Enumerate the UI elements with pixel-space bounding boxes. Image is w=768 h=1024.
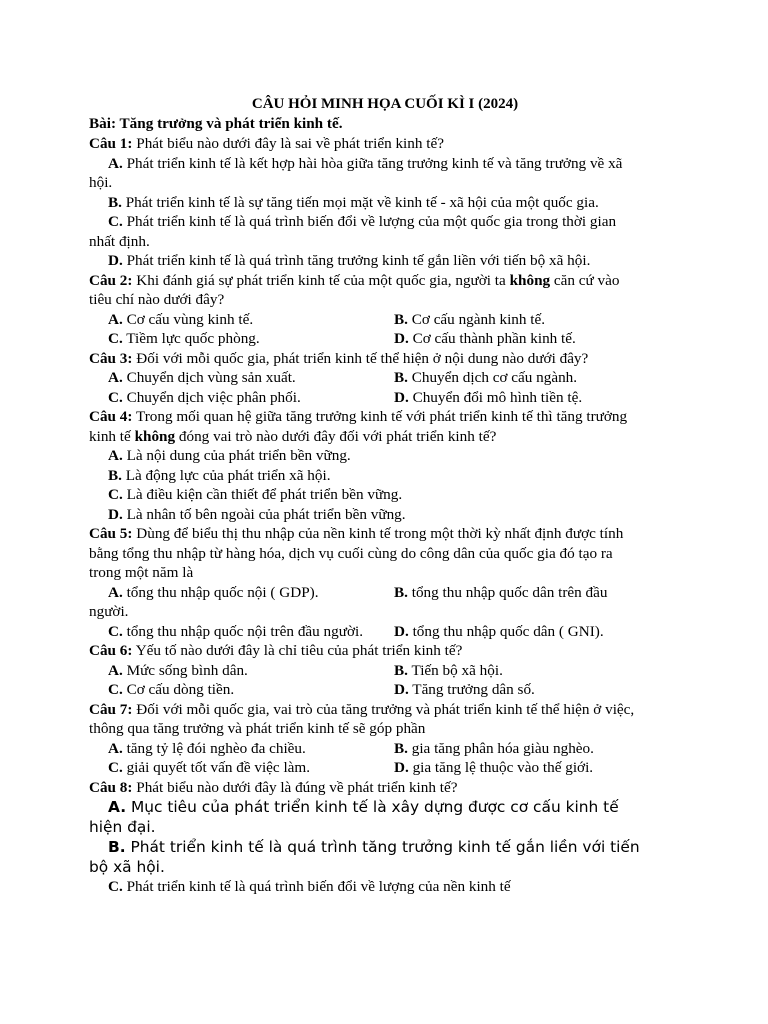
question-7 [89, 700, 681, 778]
option-text: Phát triển kinh tế là quá trình biến đổi về lượng của một quốc gia trong thời gian [122, 213, 617, 230]
option-c [89, 622, 394, 642]
option-b [394, 583, 681, 603]
option-letter: C. [108, 486, 123, 503]
option-a-continued: hiện đại. [89, 818, 156, 836]
option-letter: B. [394, 583, 408, 601]
options-row [89, 758, 681, 778]
option-text: Cơ cấu vùng kinh tế. [122, 310, 254, 328]
question-3 [89, 349, 681, 408]
question-5-stem-continued: trong một năm là [89, 564, 194, 581]
question-text: đóng vai trò nào dưới đây đối với phát triển kinh tế? [175, 427, 497, 445]
question-number: Câu 7: [89, 700, 133, 718]
option-a [89, 661, 394, 681]
question-text: Yếu tố nào dưới đây là chỉ tiêu của phát triển kinh tế? [132, 642, 463, 659]
option-letter: B. [394, 310, 408, 328]
option-letter: A. [108, 310, 123, 328]
option-letter: A. [108, 447, 123, 464]
option-text: Cơ cấu ngành kinh tế. [407, 310, 546, 328]
option-letter: A. [108, 798, 127, 816]
page-title: CÂU HỎI MINH HỌA CUỐI KÌ I (2024) [251, 96, 519, 112]
option-letter: C. [108, 759, 123, 776]
option-letter: A. [108, 369, 123, 386]
option-text: Tiến bộ xã hội. [407, 661, 503, 679]
option-letter: C. [108, 622, 123, 640]
option-c [89, 329, 394, 349]
question-5 [89, 524, 681, 641]
option-c [89, 680, 394, 700]
option-letter: A. [108, 739, 123, 757]
option-text: tổng thu nhập quốc nội ( GDP). [122, 583, 319, 601]
question-number: Câu 5: [89, 525, 133, 542]
question-number: Câu 2: [89, 271, 133, 289]
option-letter: D. [394, 759, 409, 776]
question-4-stem [89, 407, 681, 427]
option-text: Tiềm lực quốc phòng. [122, 330, 260, 347]
option-letter: D. [108, 505, 123, 523]
option-letter: B. [394, 369, 408, 386]
option-text: Là động lực của phát triển xã hội. [121, 466, 331, 484]
option-text: Chuyển dịch cơ cấu ngành. [407, 369, 578, 386]
option-letter: C. [108, 878, 123, 895]
option-letter: D. [394, 622, 409, 640]
question-number: Câu 3: [89, 349, 133, 367]
emphasis-word: không [134, 427, 176, 445]
question-2-stem [89, 271, 681, 291]
option-c-continued: nhất định. [89, 232, 150, 250]
question-6-stem [89, 641, 681, 661]
option-text: Phát triển kinh tế là quá trình biến đổi về lượng của nền kinh tế [122, 878, 511, 895]
option-text: Phát triển kinh tế là quá trình tăng trưởng kinh tế gắn liền với tiến [125, 838, 640, 856]
option-letter: D. [394, 330, 409, 347]
option-letter: D. [108, 252, 123, 269]
option-letter: D. [394, 388, 409, 406]
question-7-stem-continued: thông qua tăng trưởng và phát triển kinh tế sẽ góp phần [89, 720, 426, 737]
question-5-stem-continued: bằng tổng thu nhập từ hàng hóa, dịch vụ cuối cùng do công dân của quốc gia đó tạo ra [89, 544, 613, 562]
option-d [89, 251, 681, 271]
option-letter: B. [394, 661, 408, 679]
option-c [89, 388, 394, 408]
option-letter: C. [108, 330, 123, 347]
option-letter: C. [108, 388, 123, 406]
option-text: Mức sống bình dân. [122, 661, 248, 679]
option-text: tổng thu nhập quốc dân ( GNI). [408, 622, 604, 640]
option-text: tổng thu nhập quốc nội trên đầu người. [122, 622, 364, 640]
options-row [89, 388, 681, 408]
option-letter: C. [108, 213, 123, 230]
question-8 [89, 778, 681, 897]
option-c [89, 212, 681, 232]
option-b [89, 837, 681, 857]
question-2 [89, 271, 681, 349]
option-d [394, 388, 681, 408]
question-7-stem [89, 700, 681, 720]
option-letter: A. [108, 154, 123, 172]
option-b [394, 661, 681, 681]
option-text: Mục tiêu của phát triển kinh tế là xây dựng được cơ cấu kinh tế [126, 798, 619, 816]
option-b [89, 466, 681, 486]
option-d [394, 758, 681, 778]
question-text: căn cứ vào [550, 271, 620, 289]
option-text: gia tăng lệ thuộc vào thế giới. [408, 759, 594, 776]
option-text: Cơ cấu dòng tiền. [122, 681, 235, 698]
option-b [394, 310, 681, 330]
question-5-stem [89, 524, 681, 544]
options-row [89, 310, 681, 330]
question-number: Câu 6: [89, 642, 133, 659]
options-row [89, 329, 681, 349]
option-c [89, 758, 394, 778]
option-text: Chuyển dịch việc phân phối. [122, 388, 301, 406]
question-2-stem-continued: tiêu chí nào dưới đây? [89, 291, 225, 308]
option-text: tổng thu nhập quốc dân trên đầu [407, 583, 608, 601]
option-b-continued: bộ xã hội. [89, 858, 165, 876]
option-text: Phát triển kinh tế là quá trình tăng trưởng kinh tế gắn liền với tiến bộ xã hội. [122, 252, 591, 269]
option-d [394, 680, 681, 700]
lesson-title: Bài: Tăng trưởng và phát triển kinh tế. [89, 115, 343, 132]
question-text: Phát biểu nào dưới đây là đúng về phát triển kinh tế? [132, 778, 458, 796]
question-3-stem [89, 349, 681, 369]
option-text: Cơ cấu thành phần kinh tế. [408, 330, 576, 347]
option-letter: B. [394, 739, 408, 757]
option-b [89, 193, 681, 213]
option-text: Phát triển kinh tế là kết hợp hài hòa giữa tăng trưởng kinh tế và tăng trưởng về xã [122, 154, 623, 172]
options-row [89, 680, 681, 700]
option-c [89, 877, 681, 897]
question-8-stem [89, 778, 681, 798]
option-a-continued: hội. [89, 174, 113, 191]
option-letter: A. [108, 583, 123, 601]
option-b [394, 368, 681, 388]
question-4 [89, 407, 681, 524]
option-text: gia tăng phân hóa giàu nghèo. [407, 739, 594, 757]
option-letter: B. [108, 466, 122, 484]
option-d [394, 329, 681, 349]
question-text: Đối với mỗi quốc gia, vai trò của tăng trưởng và phát triển kinh tế thể hiện ở việc, [132, 700, 635, 718]
question-text: kinh tế [89, 427, 135, 445]
option-b [394, 739, 681, 759]
question-text: Đối với mỗi quốc gia, phát triển kinh tế thể hiện ở nội dung nào dưới đây? [132, 349, 589, 367]
options-row [89, 583, 681, 603]
option-text: Phát triển kinh tế là sự tăng tiến mọi mặt về kinh tế - xã hội của một quốc gia. [121, 193, 599, 211]
option-text: Chuyển dịch vùng sản xuất. [122, 369, 296, 386]
option-c [89, 485, 681, 505]
options-row [89, 368, 681, 388]
emphasis-word: không [509, 271, 551, 289]
option-a [89, 154, 681, 174]
options-row [89, 622, 681, 642]
option-text: Là điều kiện cần thiết để phát triển bền vững. [122, 486, 403, 503]
option-text: tăng tỷ lệ đói nghèo đa chiều. [122, 739, 306, 757]
question-6 [89, 641, 681, 700]
option-d [89, 505, 681, 525]
question-text: Phát biểu nào dưới đây là sai về phát triển kinh tế? [132, 135, 444, 152]
option-text: Chuyển đổi mô hình tiền tệ. [408, 388, 583, 406]
question-text: Trong mối quan hệ giữa tăng trưởng kinh tế với phát triển kinh tế thì tăng trưởng [132, 408, 628, 425]
option-letter: B. [108, 838, 126, 856]
option-text: Tăng trưởng dân số. [408, 681, 535, 698]
option-letter: C. [108, 681, 123, 698]
question-number: Câu 1: [89, 135, 133, 152]
option-text: Là nhân tố bên ngoài của phát triển bền vững. [122, 505, 406, 523]
option-a [89, 446, 681, 466]
document-page [89, 94, 681, 897]
option-a [89, 310, 394, 330]
question-text: Dùng để biểu thị thu nhập của nền kinh tế trong một thời kỳ nhất định được tính [132, 525, 624, 542]
option-letter: D. [394, 681, 409, 698]
question-text: Khi đánh giá sự phát triển kinh tế của một quốc gia, người ta [132, 271, 510, 289]
question-number: Câu 8: [89, 778, 133, 796]
question-1 [89, 134, 681, 271]
option-a [89, 797, 681, 817]
option-text: Là nội dung của phát triển bền vững. [122, 447, 351, 464]
option-letter: B. [108, 193, 122, 211]
option-text: giải quyết tốt vấn đề việc làm. [122, 759, 311, 776]
option-a [89, 739, 394, 759]
option-a [89, 583, 394, 603]
question-1-stem [89, 134, 681, 154]
options-row [89, 739, 681, 759]
question-number: Câu 4: [89, 408, 133, 425]
question-4-stem-continued [89, 427, 681, 447]
option-letter: A. [108, 661, 123, 679]
option-a [89, 368, 394, 388]
option-b-continued: người. [89, 603, 129, 620]
option-d [394, 622, 681, 642]
options-row [89, 661, 681, 681]
